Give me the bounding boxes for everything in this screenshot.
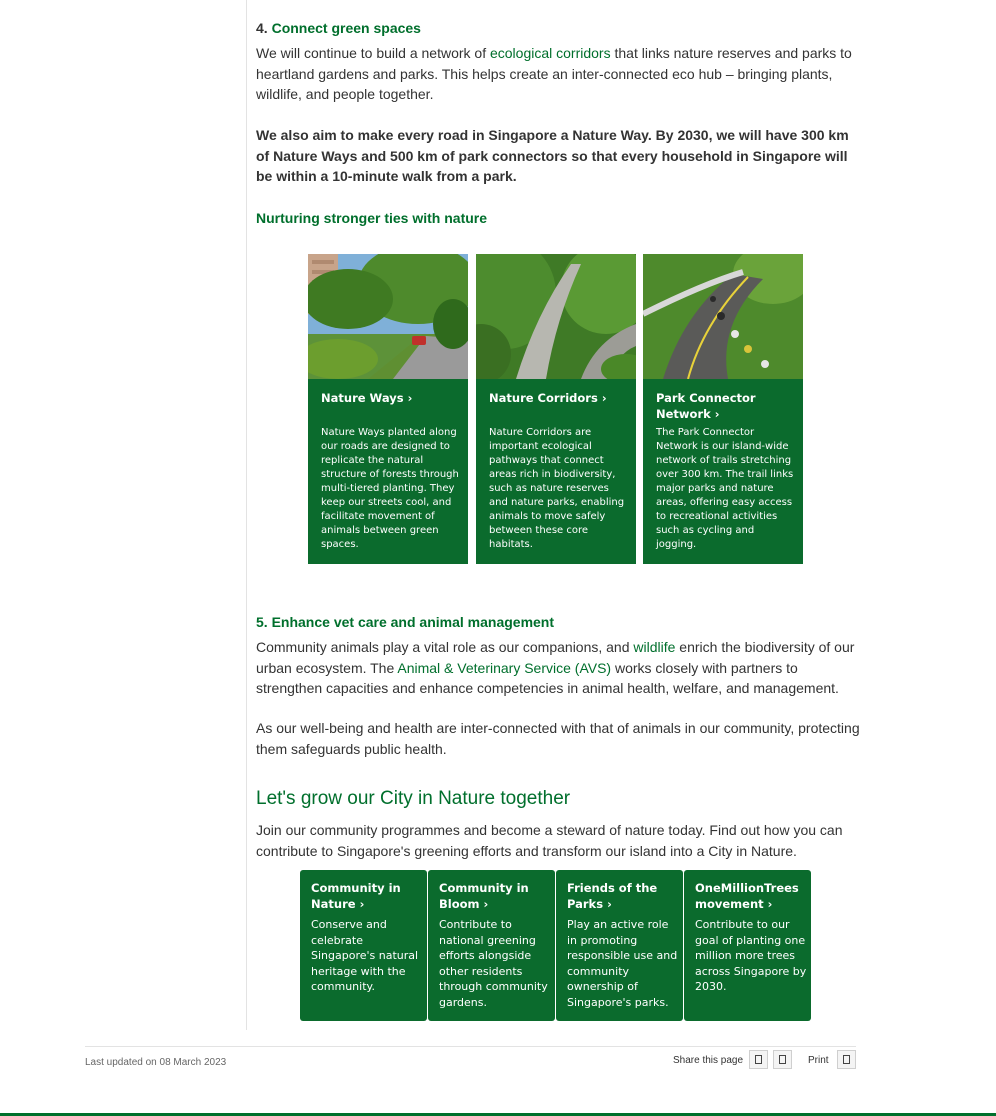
community-in-nature-card[interactable] bbox=[300, 870, 427, 1021]
card-description: Nature Ways planted along our roads are designed to replicate the natural structure of forests through multi-tiered planting. They keep our streets cool, and facilitate movement of animals between green spaces. bbox=[321, 427, 459, 550]
card-title: Friends of the Parks › bbox=[567, 881, 658, 911]
share-twitter-icon bbox=[779, 1055, 786, 1064]
grow-heading: Let's grow our City in Nature together bbox=[256, 788, 571, 809]
last-updated: Last updated on 08 March 2023 bbox=[85, 1057, 227, 1068]
nurturing-subheading: Nurturing stronger ties with nature bbox=[256, 210, 488, 226]
card-description: Play an active role in promoting responsible use and community ownership of Singapore's parks. bbox=[567, 918, 678, 1009]
section-4-paragraph: We will continue to build a network of ecological corridors that links nature reserves and parks to heartland gardens and parks. This helps create an inter-connected eco hub – bringing plants, wildlife, and people together. bbox=[256, 45, 852, 102]
chevron-right-icon: › bbox=[407, 391, 413, 405]
content-divider bbox=[246, 0, 247, 1030]
chevron-right-icon: › bbox=[714, 407, 720, 421]
section-5-paragraph: Community animals play a vital role as our companions, and wildlife enrich the biodiversity of our urban ecosystem. The Animal & Veterinary Service (AVS) works closely with partners to strengthen capacities and enhance competencies in animal health, welfare, and management. bbox=[256, 639, 855, 696]
friends-of-parks-card[interactable] bbox=[556, 870, 683, 1021]
section-4-heading bbox=[256, 20, 421, 36]
share-facebook-icon bbox=[755, 1055, 762, 1064]
section-5-heading: 5. Enhance vet care and animal management bbox=[256, 614, 555, 630]
ecological-corridors-link[interactable]: ecological corridors bbox=[489, 45, 611, 61]
share-twitter-button[interactable] bbox=[773, 1050, 792, 1069]
card-title: Community in Nature › bbox=[311, 881, 401, 911]
chevron-right-icon: › bbox=[607, 897, 612, 911]
chevron-right-icon: › bbox=[767, 897, 773, 911]
print-label: Print bbox=[808, 1055, 829, 1066]
chevron-right-icon: › bbox=[483, 897, 489, 911]
card-description: Conserve and celebrate Singapore's natural heritage with the community. bbox=[311, 918, 419, 993]
card-title: Community in Bloom › bbox=[439, 881, 529, 911]
nature-ways-card[interactable] bbox=[308, 254, 468, 564]
park-connector-card[interactable] bbox=[643, 254, 803, 564]
card-title: Nature Ways › bbox=[321, 391, 413, 405]
print-button[interactable] bbox=[837, 1050, 856, 1069]
card-description: Nature Corridors are important ecological pathways that connect areas rich in biodiversity, such as nature reserves and nature parks, enabling animals to move safely between these core habitats. bbox=[489, 427, 625, 550]
card-description: Contribute to our goal of planting one million more trees across Singapore by 2030. bbox=[695, 918, 807, 993]
nature-corridors-card[interactable] bbox=[476, 254, 636, 564]
section-number: 4. bbox=[256, 20, 268, 36]
share-label: Share this page bbox=[673, 1055, 744, 1066]
footer-divider bbox=[85, 1046, 856, 1047]
grow-paragraph: Join our community programmes and become a steward of nature today. Find out how you can contribute to Singapore's greening efforts and transform our island into a City in Nature. bbox=[256, 822, 843, 859]
section-title: Connect green spaces bbox=[271, 20, 421, 36]
wildlife-link[interactable]: wildlife bbox=[633, 639, 676, 655]
card-title: Park Connector Network › bbox=[656, 391, 756, 421]
avs-link[interactable]: Animal & Veterinary Service (AVS) bbox=[397, 659, 612, 676]
onemilliontrees-card[interactable] bbox=[684, 870, 811, 1021]
share-facebook-button[interactable] bbox=[749, 1050, 768, 1069]
nature-corridors-photo bbox=[476, 254, 636, 379]
card-description: The Park Connector Network is our island-wide network of trails stretching over 300 km. The trail links major parks and nature areas, offering easy access to recreational activities such as cycling and jogging. bbox=[656, 427, 794, 550]
chevron-right-icon: › bbox=[359, 897, 365, 911]
community-in-bloom-card[interactable] bbox=[428, 870, 555, 1021]
card-title: OneMillionTrees movement › bbox=[695, 881, 799, 911]
card-description: Contribute to national greening efforts alongside other residents through community gardens. bbox=[439, 918, 548, 1009]
nature-ways-photo bbox=[308, 254, 468, 379]
print-icon bbox=[843, 1055, 850, 1064]
park-connector-photo bbox=[643, 254, 803, 379]
nature-way-paragraph: We also aim to make every road in Singapore a Nature Way. By 2030, we will have 300 km of Nature Ways and 500 km of park connectors so that every household in Singapore will be within a 10-minute walk from a park. bbox=[256, 127, 849, 184]
chevron-right-icon: › bbox=[601, 391, 607, 405]
card-title: Nature Corridors › bbox=[489, 391, 607, 405]
wellbeing-paragraph: As our well-being and health are inter-connected with that of animals in our community, protecting them safeguards public health. bbox=[256, 720, 860, 757]
